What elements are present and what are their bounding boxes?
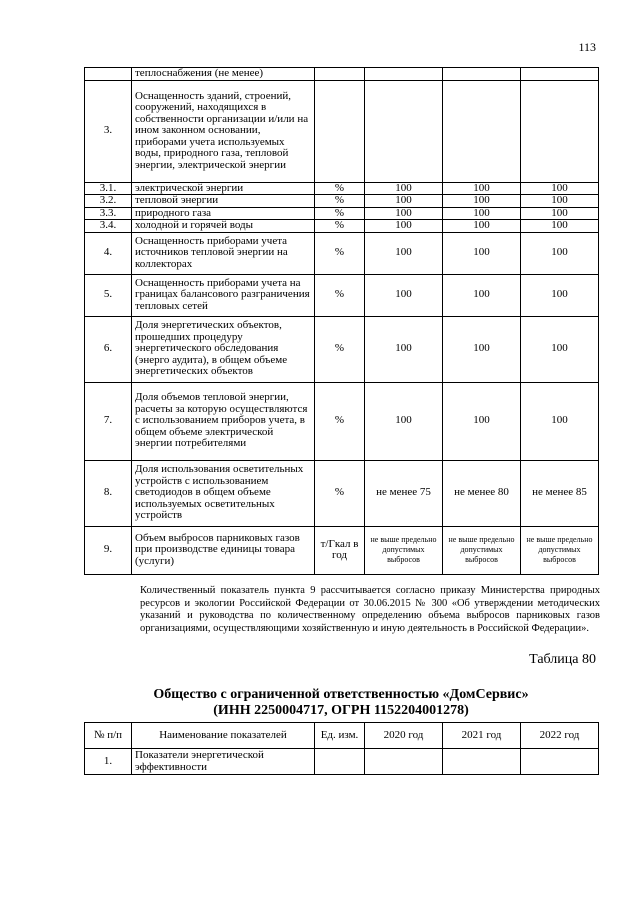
- row-2021: 100: [443, 220, 521, 233]
- row-name: Оснащенность зданий, строений, сооружений, находящихся в собственности организации и/или на ином законном основании, приборами учета используемых воды, природного газа, тепловой энергии, электрической энергии: [132, 80, 315, 182]
- table-row: [85, 80, 599, 182]
- header-unit: Ед. изм.: [315, 723, 365, 749]
- table-row: [85, 526, 599, 574]
- row-2020: не менее 75: [365, 460, 443, 526]
- row-2022: не менее 85: [521, 460, 599, 526]
- row-2021: 100: [443, 382, 521, 460]
- row-name: холодной и горячей воды: [132, 220, 315, 233]
- row-unit: %: [315, 316, 365, 382]
- row-unit: %: [315, 232, 365, 274]
- row-2020: [365, 749, 443, 775]
- row-2020: 100: [365, 232, 443, 274]
- table-row: [85, 749, 599, 775]
- row-name: Доля энергетических объектов, прошедших процедуру энергетического обследования (энерго аудита), в общем объеме энергетических объектов: [132, 316, 315, 382]
- header-num: № п/п: [85, 723, 132, 749]
- row-2021: не менее 80: [443, 460, 521, 526]
- table-row: [85, 316, 599, 382]
- row-unit: %: [315, 182, 365, 195]
- table-row: [85, 382, 599, 460]
- row-2020: 100: [365, 274, 443, 316]
- row-2022: 100: [521, 382, 599, 460]
- header-2022: 2022 год: [521, 723, 599, 749]
- row-name: Оснащенность приборами учета на границах балансового разграничения тепловых сетей: [132, 274, 315, 316]
- row-2021: [443, 68, 521, 81]
- row-unit: %: [315, 195, 365, 208]
- row-2022: [521, 68, 599, 81]
- row-2021: не выше предельно допустимых выбросов: [443, 526, 521, 574]
- row-2020: 100: [365, 382, 443, 460]
- header-name: Наименование показателей: [132, 723, 315, 749]
- row-unit: %: [315, 460, 365, 526]
- row-num: [85, 68, 132, 81]
- organization-ids: (ИНН 2250004717, ОГРН 1152204001278): [213, 703, 469, 718]
- row-name: Доля объемов тепловой энергии, расчеты за которую осуществляются с использованием приборов учета, в общем объеме электрической энергии потребителями: [132, 382, 315, 460]
- organization-name: Общество с ограниченной ответственностью «ДомСервис»: [153, 687, 529, 702]
- row-2022: 100: [521, 232, 599, 274]
- row-2021: [443, 749, 521, 775]
- row-2020: 100: [365, 195, 443, 208]
- row-2020: 100: [365, 316, 443, 382]
- row-num: 3.4.: [85, 220, 132, 233]
- row-num: 4.: [85, 232, 132, 274]
- row-num: 3.3.: [85, 207, 132, 220]
- row-2022: 100: [521, 182, 599, 195]
- row-num: 7.: [85, 382, 132, 460]
- footnote-text: Количественный показатель пункта 9 рассчитывается согласно приказу Министерства природных ресурсов и экологии Российской Федерации от 30.06.2015 № 300 «Об утверждении методических указаний и руководства по количественному определению объема выбросов парниковых газов организациями, осуществляющими хозяйственную и иную деятельность в Российской Федерации».: [140, 585, 600, 634]
- row-num: 3.2.: [85, 195, 132, 208]
- row-2022: не выше предельно допустимых выбросов: [521, 526, 599, 574]
- table-row: [85, 232, 599, 274]
- organization-title: [84, 687, 598, 719]
- table-label: Таблица 80: [529, 652, 596, 667]
- row-2022: 100: [521, 207, 599, 220]
- row-num: 9.: [85, 526, 132, 574]
- row-name: тепловой энергии: [132, 195, 315, 208]
- row-2020: 100: [365, 207, 443, 220]
- row-2022: 100: [521, 274, 599, 316]
- table-row: [85, 274, 599, 316]
- row-num: 1.: [85, 749, 132, 775]
- row-2022: 100: [521, 316, 599, 382]
- row-unit: [315, 749, 365, 775]
- row-name: природного газа: [132, 207, 315, 220]
- row-2021: 100: [443, 195, 521, 208]
- row-2021: 100: [443, 232, 521, 274]
- row-num: 3.: [85, 80, 132, 182]
- row-name: электрической энергии: [132, 182, 315, 195]
- row-unit: %: [315, 274, 365, 316]
- row-2020: [365, 80, 443, 182]
- row-2020: [365, 68, 443, 81]
- indicators-table-domservis: [84, 722, 599, 775]
- header-2020: 2020 год: [365, 723, 443, 749]
- row-2022: 100: [521, 195, 599, 208]
- row-2021: 100: [443, 274, 521, 316]
- indicators-table-continued: [84, 67, 599, 575]
- row-2021: [443, 80, 521, 182]
- header-2021: 2021 год: [443, 723, 521, 749]
- row-unit: %: [315, 220, 365, 233]
- row-name: Показатели энергетической эффективности: [132, 749, 315, 775]
- page-number: 113: [578, 40, 596, 54]
- table-row: [85, 207, 599, 220]
- row-unit: %: [315, 207, 365, 220]
- table-row: [85, 182, 599, 195]
- row-2021: 100: [443, 207, 521, 220]
- row-unit: [315, 80, 365, 182]
- row-2020: 100: [365, 220, 443, 233]
- row-num: 3.1.: [85, 182, 132, 195]
- row-unit: %: [315, 382, 365, 460]
- row-unit: т/Гкал в год: [315, 526, 365, 574]
- row-name: Оснащенность приборами учета источников тепловой энергии на коллекторах: [132, 232, 315, 274]
- row-name: Доля использования осветительных устройств с использованием светодиодов в общем объеме используемых осветительных устройств: [132, 460, 315, 526]
- table-row: [85, 195, 599, 208]
- table-row: [85, 460, 599, 526]
- row-2021: 100: [443, 182, 521, 195]
- row-2020: не выше предельно допустимых выбросов: [365, 526, 443, 574]
- row-2021: 100: [443, 316, 521, 382]
- row-name: теплоснабжения (не менее): [132, 68, 315, 81]
- table-row: [85, 68, 599, 81]
- row-num: 5.: [85, 274, 132, 316]
- row-name: Объем выбросов парниковых газов при производстве единицы товара (услуги): [132, 526, 315, 574]
- row-num: 8.: [85, 460, 132, 526]
- row-num: 6.: [85, 316, 132, 382]
- row-unit: [315, 68, 365, 81]
- row-2022: [521, 80, 599, 182]
- row-2022: [521, 749, 599, 775]
- row-2020: 100: [365, 182, 443, 195]
- table-row: [85, 220, 599, 233]
- row-2022: 100: [521, 220, 599, 233]
